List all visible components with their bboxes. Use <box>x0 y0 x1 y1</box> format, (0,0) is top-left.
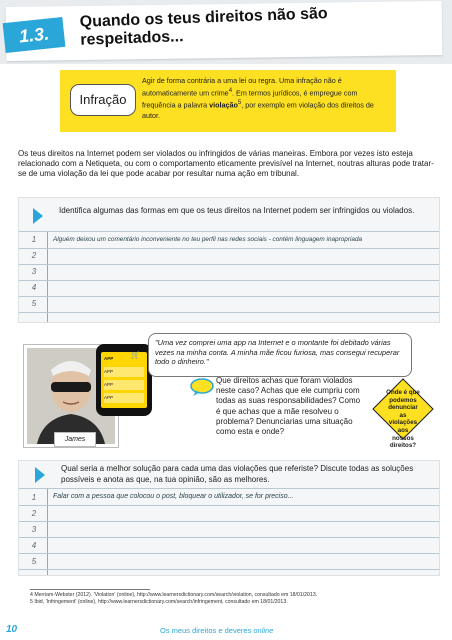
diamond-text: Onde é que podemos denunciar as violações aos nossos direitos? <box>386 389 420 450</box>
exercise2-margin-line <box>47 489 48 575</box>
footnote-4: 4 Merriam-Webster (2012). 'Violation' (online), http://www.learnersdictionary.com/search/violation, consultado em 18/01/2013. <box>30 592 318 598</box>
exercise2-rule <box>19 521 439 522</box>
phone-screen <box>101 352 147 408</box>
definition-text-c: , por exemplo em violação dos direitos de autor. <box>142 100 374 120</box>
exercise1-answer[interactable]: Alguém deixou um comentário inconveniente no teu perfil nas redes sociais - contém linguagem inapropriada <box>53 236 363 243</box>
quote-text: "Uma vez comprei uma app na Internet e o montante foi debitado várias vezes na minha conta. A minha mãe ficou furiosa, mas consegui recuperar todo o dinheiro." <box>155 338 400 366</box>
exercise1-sheet <box>18 197 440 323</box>
definition-label: Infração <box>70 84 136 116</box>
footer-title <box>160 626 273 635</box>
exercise2-arrow-icon <box>35 467 45 483</box>
exercise2-rule <box>19 553 439 554</box>
exercise2-line-number: 1 <box>31 493 37 502</box>
exercise2-answer[interactable]: Falar com a pessoa que colocou o post, bloquear o utilizador, se for preciso... <box>53 493 294 500</box>
exercise2-rule <box>19 488 439 489</box>
footnote-ref-4: 4 <box>228 88 233 94</box>
page-title-line2: respeitados... <box>80 28 184 49</box>
exercise2-question: Qual seria a melhor solução para cada uma das violações que referiste? Discute todas as soluções possíveis e anota as que, na tua opinião, são as melhores. <box>61 464 414 484</box>
exercise2-line-number: 2 <box>31 509 37 518</box>
definition-text <box>142 76 392 121</box>
definition-text-a: Agir de forma contrária a uma lei ou regra. Uma infração não é automaticamente um crime <box>142 76 342 98</box>
exercise1-rule <box>19 280 439 281</box>
exercise1-line-number: 5 <box>31 299 37 308</box>
exercise1-rule <box>19 312 439 313</box>
definition-box <box>60 70 396 132</box>
exercise2-rule <box>19 569 439 570</box>
intro-paragraph: Os teus direitos na Internet podem ser violados ou infringidos de várias maneiras. Embora por vezes isto esteja relacionado com a Netiqueta, ou com o comportamento eticamente previsível na Internet, noutras alturas pode tratar-se de uma violação da lei que pode acabar por resultar numa ação em tribunal. <box>18 149 434 179</box>
exercise1-question: Identifica algumas das formas em que os teus direitos na Internet podem ser infringidos ou violados. <box>59 206 415 215</box>
page-number: 10 <box>6 624 18 635</box>
report-diamond <box>372 378 434 450</box>
person-name-label: James <box>54 432 96 447</box>
exercise1-rule <box>19 248 439 249</box>
footer-title-italic: online <box>253 626 274 635</box>
quote-box <box>148 333 412 377</box>
phone-app-row: APP <box>104 367 144 377</box>
footnote-ref-5: 5 <box>237 100 242 107</box>
section-number: 1.3. <box>3 17 66 53</box>
exercise2-line-number: 4 <box>31 541 37 550</box>
shopping-cart-icon: 🛒 <box>131 352 140 359</box>
footnote-divider <box>30 589 150 590</box>
exercise1-line-number: 1 <box>31 235 37 244</box>
phone-app-row: APP <box>104 380 144 390</box>
exercise1-rule <box>19 296 439 297</box>
discussion-questions: Que direitos achas que foram violados neste caso? Achas que ele cumpriu com todas as suas responsabilidades? Como é que achas que a mãe resolveu o problema? Denunciarias uma situação como esta e onde? <box>216 376 361 437</box>
exercise2-rule <box>19 537 439 538</box>
phone-app-row: APP <box>104 356 114 361</box>
footer-title-main: Os meus direitos e deveres <box>160 626 254 635</box>
exercise2-sheet <box>18 460 440 576</box>
exercise1-line-number: 2 <box>31 251 37 260</box>
exercise1-rule <box>19 231 439 232</box>
definition-keyword: violação <box>209 100 238 110</box>
definition-text-b: . Em termos jurídicos, é empregue com frequência a palavra <box>142 88 358 110</box>
exercise2-line-number: 3 <box>31 525 37 534</box>
page-title-line1: Quando os teus direitos não são <box>79 5 328 31</box>
footnotes <box>30 592 440 606</box>
exercise1-margin-line <box>47 232 48 322</box>
phone-illustration <box>96 344 152 416</box>
exercise1-line-number: 3 <box>31 267 37 276</box>
exercise2-rule <box>19 505 439 506</box>
exercise1-rule <box>19 264 439 265</box>
exercise2-line-number: 5 <box>31 557 37 566</box>
phone-app-row: APP <box>104 393 144 403</box>
speech-bubble-icon <box>190 378 214 396</box>
footnote-5: 5 Ibid, 'Infringement' (online), http://www.learnersdictionary.com/search/infringement, consultado em 18/01/2013. <box>30 599 288 605</box>
exercise1-arrow-icon <box>33 208 43 224</box>
exercise1-line-number: 4 <box>31 283 37 292</box>
